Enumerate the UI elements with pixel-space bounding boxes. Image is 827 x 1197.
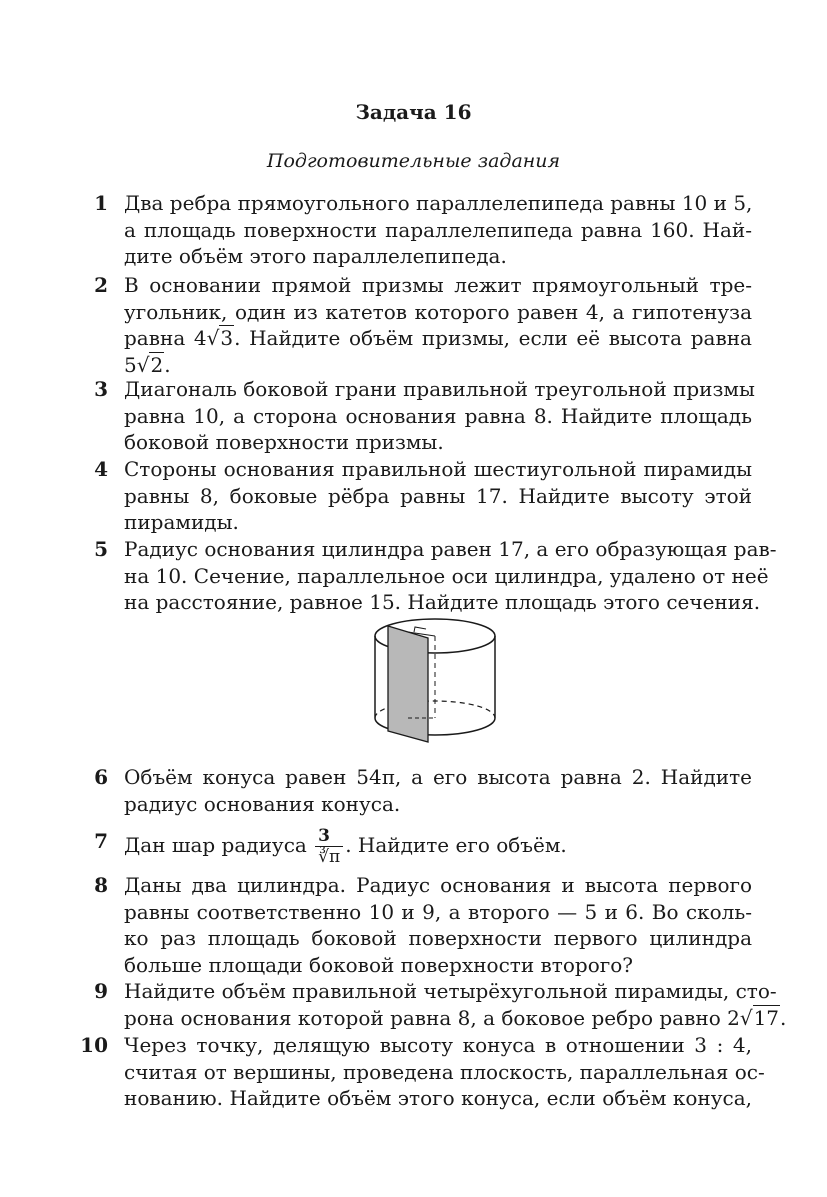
sqrt-expression: √3 (206, 326, 234, 350)
problem-number: 9 (94, 979, 108, 1003)
problem-number: 5 (94, 537, 108, 561)
problem-line (124, 352, 752, 379)
problem-line: Диагональ боковой грани правильной треугольной призмы (124, 377, 755, 401)
problem-line: а площадь поверхности параллелепипеда равна 160. Най- (124, 217, 752, 242)
text-fragment: . (164, 352, 171, 377)
problem-line (124, 325, 752, 352)
problem-number: 7 (94, 829, 108, 853)
problem-number: 2 (94, 273, 108, 297)
problem-line: на 10. Сечение, параллельное оси цилиндра, удалено от неё (124, 563, 769, 588)
problem-line: считая от вершины, проведена плоскость, параллельная ос- (124, 1059, 765, 1084)
problem-line: равны соответственно 10 и 9, а второго — 5 и 6. Во сколь- (124, 899, 752, 924)
text-fragment: рона основания которой равна 8, а боковое ребро равно 2 (124, 1005, 740, 1030)
fraction (315, 826, 343, 867)
problem-line: ко раз площадь боковой поверхности первого цилиндра (124, 926, 752, 950)
problem-line: нованию. Найдите объём этого конуса, если объём конуса, (124, 1086, 752, 1110)
problem-line: радиус основания конуса. (124, 791, 401, 816)
problem-number: 10 (80, 1033, 108, 1057)
problem-line: Радиус основания цилиндра равен 17, а его образующая рав- (124, 537, 777, 561)
sqrt-expression: √2 (136, 352, 164, 377)
problem-line (124, 826, 752, 867)
problem-line: равны 8, боковые рёбра равны 17. Найдите высоту этой (124, 483, 752, 508)
text-fragment: . (780, 1005, 787, 1030)
problem-line: Объём конуса равен 54π, а его высота равна 2. Найдите (124, 765, 752, 789)
text-fragment: . Найдите его объём. (345, 833, 567, 857)
problem-line: пирамиды. (124, 510, 239, 534)
text-fragment: 5 (124, 352, 137, 377)
problem-line: боковой поверхности призмы. (124, 430, 444, 454)
problem-line: Через точку, делящую высоту конуса в отношении 3 : 4, (124, 1033, 752, 1057)
cylinder-section-figure (370, 614, 510, 754)
cylinder-section (388, 626, 428, 742)
problem-number: 8 (94, 873, 108, 897)
task-subheading: Подготовительные задания (266, 150, 561, 172)
problem-line: Стороны основания правильной шестиугольной пирамиды (124, 457, 752, 481)
problem-number: 3 (94, 377, 108, 401)
text-fragment: Дан шар радиуса (124, 833, 307, 857)
sqrt-expression: √17 (739, 1005, 780, 1030)
radicand: 2 (150, 352, 164, 377)
fraction-denominator: ∛π (318, 847, 341, 867)
problem-number: 4 (94, 457, 108, 481)
problem-line: В основании прямой призмы лежит прямоугольный тре- (124, 273, 752, 297)
radicand: 3 (220, 326, 234, 350)
task-heading: Задача 16 (355, 100, 472, 124)
problem-number: 1 (94, 191, 108, 215)
problem-line: на расстояние, равное 15. Найдите площадь этого сечения. (124, 590, 761, 614)
text-fragment: . Найдите объём призмы, если её высота равна (234, 326, 752, 350)
problem-line (124, 1005, 787, 1032)
radicand: 17 (753, 1005, 780, 1030)
problem-number: 6 (94, 765, 108, 789)
right-angle-mark (414, 627, 426, 632)
fraction-numerator: 3 (315, 826, 343, 847)
problem-line: дите объём этого параллелепипеда. (124, 244, 507, 268)
problem-line: равна 10, а сторона основания равна 8. Найдите площадь (124, 403, 752, 428)
problem-line: Даны два цилиндра. Радиус основания и высота первого (124, 873, 752, 897)
problem-line: Найдите объём правильной четырёхугольной пирамиды, сто- (124, 979, 777, 1003)
text-fragment: равна 4 (124, 326, 207, 350)
problem-line: угольник, один из катетов которого равен 4, а гипотенуза (124, 299, 752, 324)
problem-line: Два ребра прямоугольного параллелепипеда равны 10 и 5, (124, 191, 753, 215)
problem-line: больше площади боковой поверхности второго? (124, 952, 633, 977)
